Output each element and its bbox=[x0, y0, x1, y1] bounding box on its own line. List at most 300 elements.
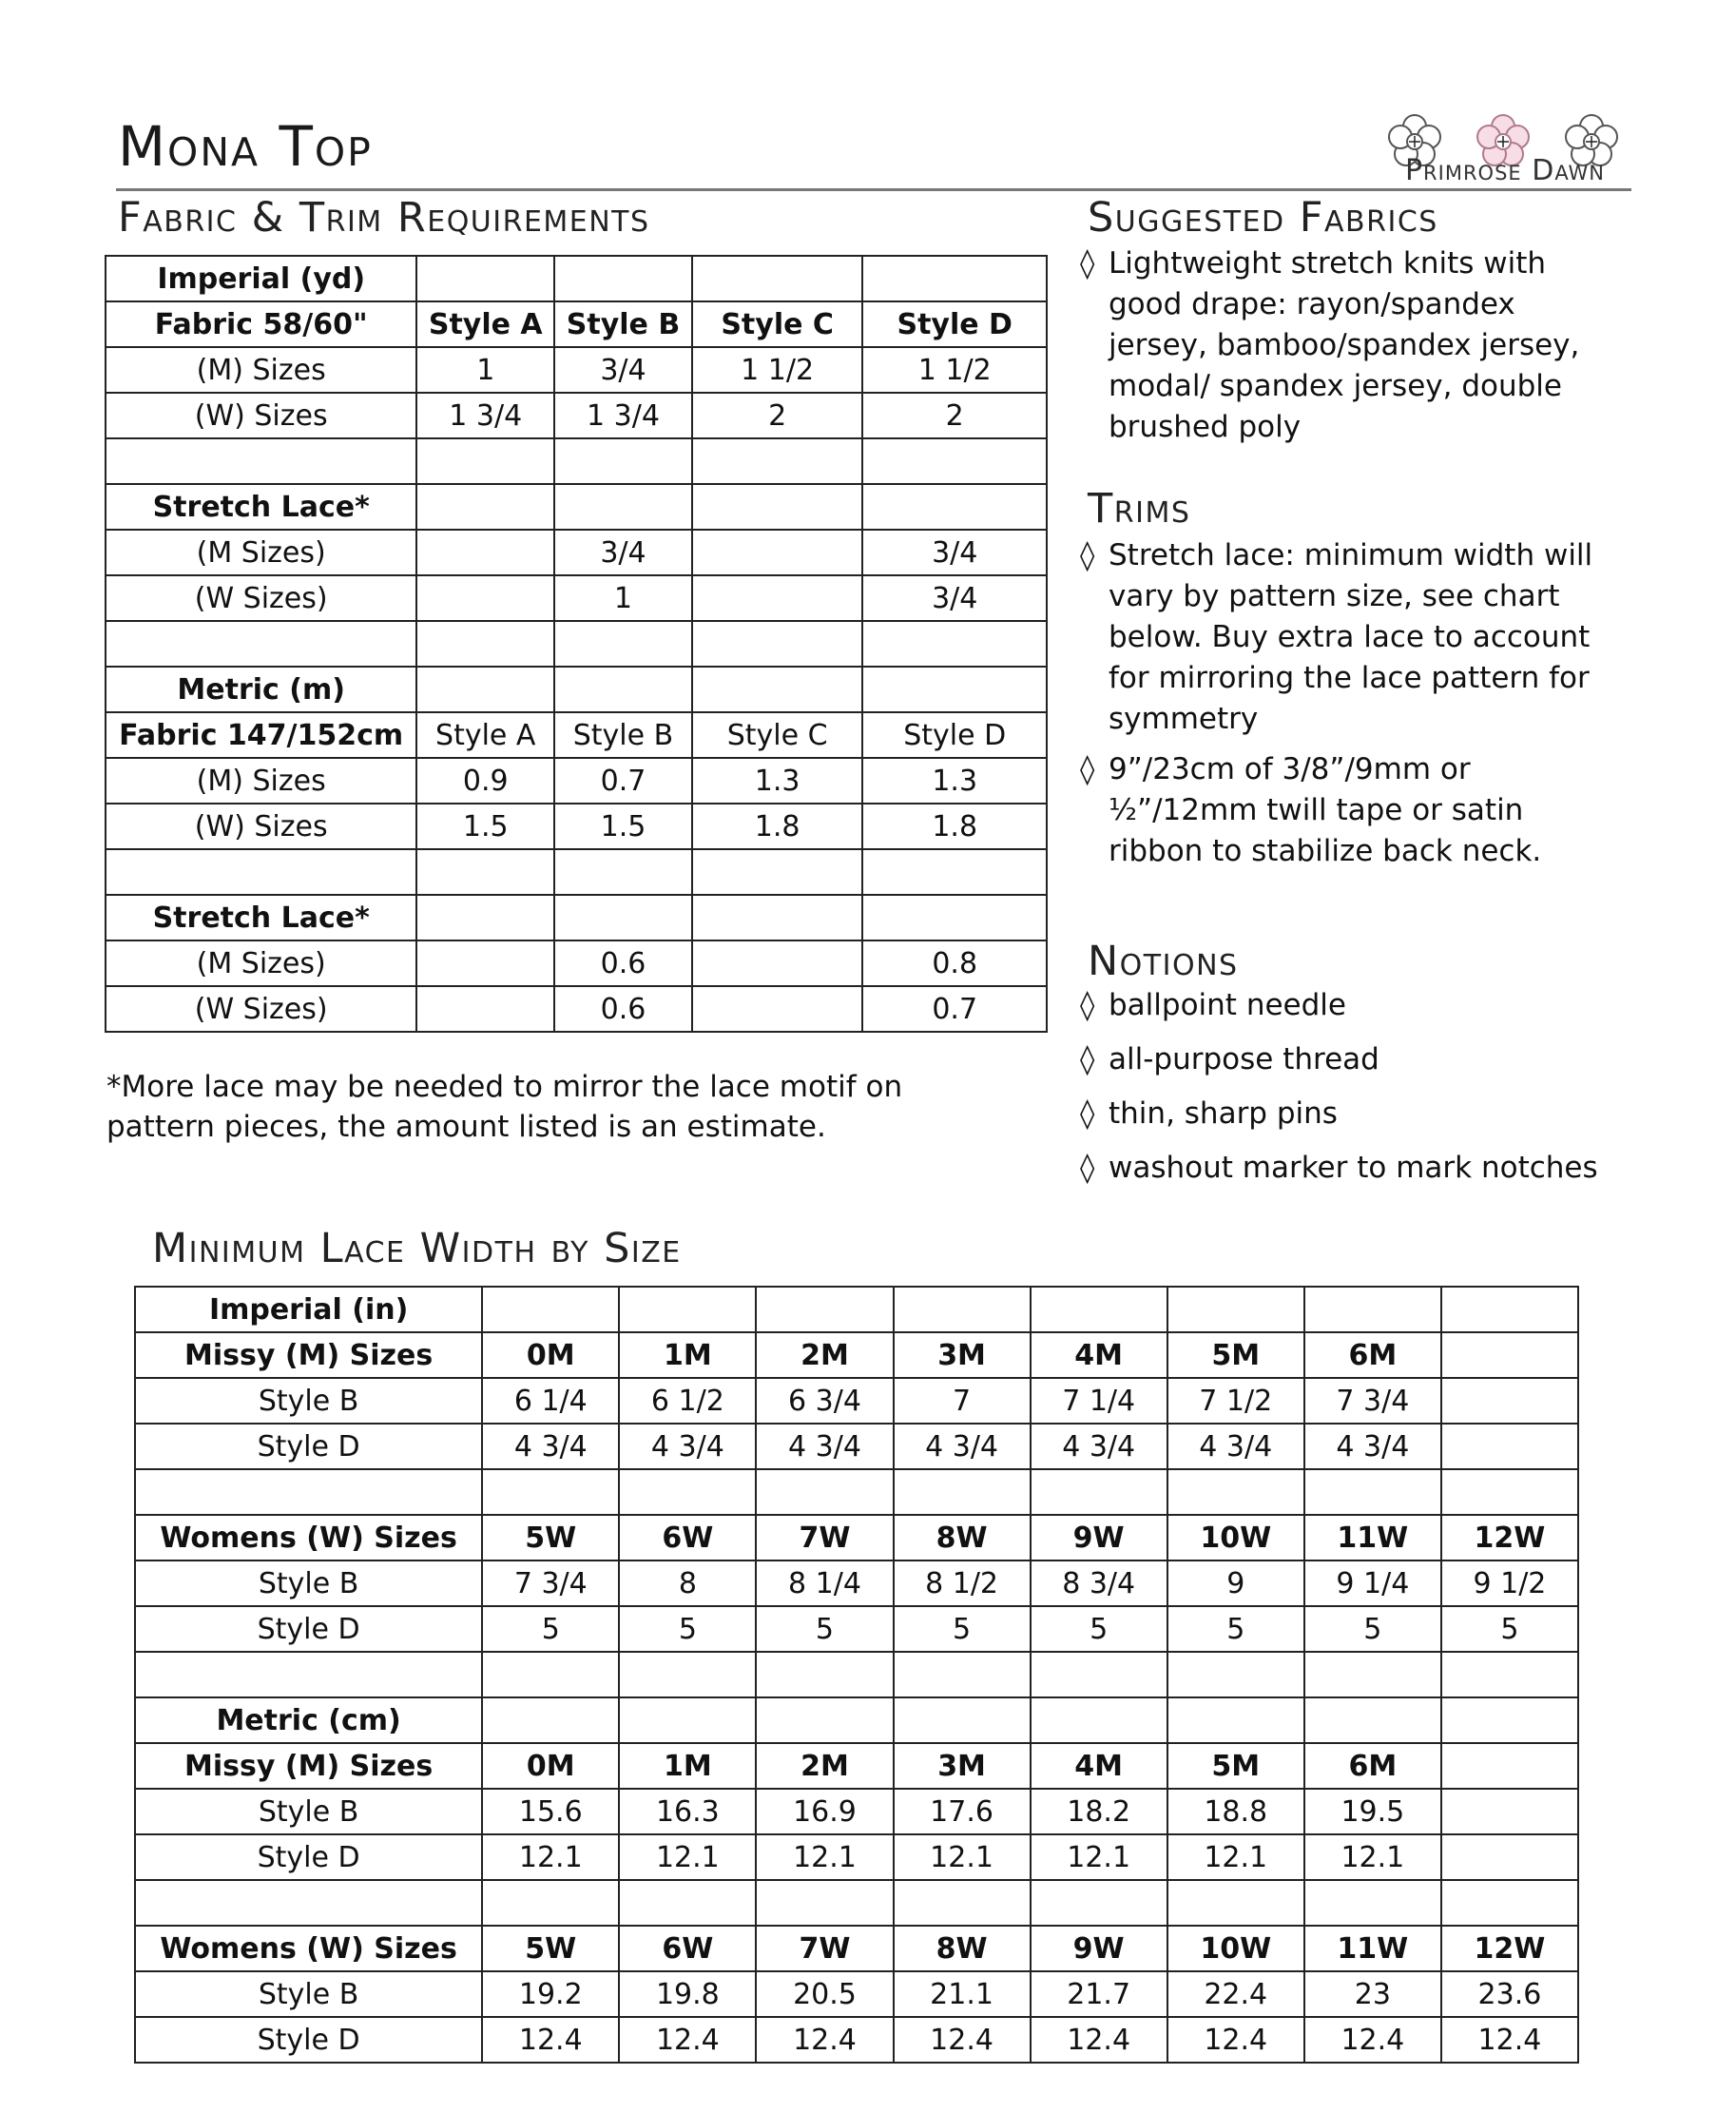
table-cell: 0.7 bbox=[554, 758, 692, 804]
table-cell: 6 1/4 bbox=[482, 1378, 619, 1424]
table-cell: 5 bbox=[619, 1606, 756, 1652]
notions-heading: Notions bbox=[1088, 938, 1239, 985]
table-row bbox=[135, 1880, 1578, 1926]
table-cell: 19.2 bbox=[482, 1971, 619, 2017]
table-cell bbox=[554, 667, 692, 712]
table-cell: Style D bbox=[135, 1424, 482, 1469]
table-cell bbox=[894, 1697, 1031, 1743]
table-cell: 9W bbox=[1031, 1926, 1167, 1971]
table-cell bbox=[1441, 1287, 1578, 1332]
table-cell bbox=[619, 1880, 756, 1926]
table-cell: 6 3/4 bbox=[756, 1378, 893, 1424]
table-row bbox=[106, 895, 1047, 940]
table-cell: 4M bbox=[1031, 1332, 1167, 1378]
table-cell: 3/4 bbox=[554, 347, 692, 393]
table-cell: 1.3 bbox=[862, 758, 1047, 804]
table-cell: 1 3/4 bbox=[416, 393, 554, 438]
table-cell bbox=[862, 667, 1047, 712]
table-cell: Style B bbox=[135, 1789, 482, 1834]
table-cell: Style D bbox=[135, 1834, 482, 1880]
table-row bbox=[106, 393, 1047, 438]
table-cell: Style D bbox=[135, 2017, 482, 2063]
table-cell: 1.5 bbox=[554, 804, 692, 849]
trims-list bbox=[1080, 535, 1622, 882]
table-cell: Style B bbox=[135, 1561, 482, 1606]
table-cell bbox=[554, 256, 692, 301]
table-cell: 1.5 bbox=[416, 804, 554, 849]
diamond-bullet-icon: ◊ bbox=[1080, 538, 1095, 572]
table-cell: 6M bbox=[1304, 1332, 1441, 1378]
table-cell bbox=[619, 1652, 756, 1697]
table-cell: 0.6 bbox=[554, 940, 692, 986]
table-cell: Womens (W) Sizes bbox=[135, 1515, 482, 1561]
table-cell bbox=[1167, 1652, 1304, 1697]
table-cell bbox=[756, 1469, 893, 1515]
table-cell bbox=[1031, 1469, 1167, 1515]
table-cell: 7 1/2 bbox=[1167, 1378, 1304, 1424]
table-cell: 5W bbox=[482, 1515, 619, 1561]
table-cell bbox=[756, 1880, 893, 1926]
lace-footnote: *More lace may be needed to mirror the lace motif on pattern pieces, the amount listed is an estimate. bbox=[106, 1070, 903, 1144]
table-cell bbox=[692, 438, 863, 484]
table-cell bbox=[1441, 1652, 1578, 1697]
table-cell bbox=[1304, 1880, 1441, 1926]
table-cell: 8 1/2 bbox=[894, 1561, 1031, 1606]
table-cell: 22.4 bbox=[1167, 1971, 1304, 2017]
table-cell: 0.8 bbox=[862, 940, 1047, 986]
diamond-bullet-icon: ◊ bbox=[1080, 1151, 1095, 1185]
table-cell bbox=[1441, 1880, 1578, 1926]
table-row bbox=[135, 1834, 1578, 1880]
table-row bbox=[106, 849, 1047, 895]
trim-item bbox=[1080, 749, 1622, 872]
table-cell: 11W bbox=[1304, 1515, 1441, 1561]
table-row bbox=[106, 940, 1047, 986]
table-cell: 1 bbox=[416, 347, 554, 393]
table-cell bbox=[416, 484, 554, 530]
table-row bbox=[106, 256, 1047, 301]
table-row bbox=[135, 1652, 1578, 1697]
table-cell: 3M bbox=[894, 1743, 1031, 1789]
table-row bbox=[135, 1424, 1578, 1469]
trim-item bbox=[1080, 535, 1622, 740]
table-cell: 21.1 bbox=[894, 1971, 1031, 2017]
table-cell: 12.1 bbox=[756, 1834, 893, 1880]
table-cell bbox=[554, 484, 692, 530]
table-cell: 0.7 bbox=[862, 986, 1047, 1032]
table-cell: 12.1 bbox=[894, 1834, 1031, 1880]
table-cell: 1 1/2 bbox=[862, 347, 1047, 393]
diamond-bullet-icon: ◊ bbox=[1080, 1096, 1095, 1131]
table-cell: Imperial (yd) bbox=[106, 256, 416, 301]
table-cell bbox=[692, 575, 863, 621]
table-cell: Style C bbox=[692, 301, 863, 347]
table-cell bbox=[106, 621, 416, 667]
table-cell: Fabric 147/152cm bbox=[106, 712, 416, 758]
table-cell: (M) Sizes bbox=[106, 347, 416, 393]
table-cell bbox=[554, 621, 692, 667]
table-cell: 1M bbox=[619, 1743, 756, 1789]
table-cell: 0M bbox=[482, 1332, 619, 1378]
table-cell: 18.8 bbox=[1167, 1789, 1304, 1834]
table-cell bbox=[1441, 1743, 1578, 1789]
table-cell: 23 bbox=[1304, 1971, 1441, 2017]
table-cell: 2 bbox=[692, 393, 863, 438]
brand-name: Primrose Dawn bbox=[1404, 154, 1606, 187]
list-item-text: washout marker to mark notches bbox=[1109, 1151, 1598, 1185]
table-row bbox=[135, 1515, 1578, 1561]
table-cell: 7 1/4 bbox=[1031, 1378, 1167, 1424]
table-cell: 4 3/4 bbox=[482, 1424, 619, 1469]
table-cell: 12.4 bbox=[756, 2017, 893, 2063]
table-cell bbox=[1031, 1880, 1167, 1926]
table-cell: Style D bbox=[862, 712, 1047, 758]
table-cell bbox=[416, 940, 554, 986]
table-cell bbox=[416, 849, 554, 895]
table-cell: 17.6 bbox=[894, 1789, 1031, 1834]
table-row bbox=[135, 1469, 1578, 1515]
table-cell bbox=[1031, 1697, 1167, 1743]
table-cell bbox=[1441, 1789, 1578, 1834]
table-cell: Style D bbox=[862, 301, 1047, 347]
table-cell: 8 bbox=[619, 1561, 756, 1606]
table-cell: Style B bbox=[135, 1378, 482, 1424]
table-row bbox=[135, 1697, 1578, 1743]
table-row bbox=[106, 530, 1047, 575]
table-cell: 12.4 bbox=[1304, 2017, 1441, 2063]
table-cell: 12.4 bbox=[1167, 2017, 1304, 2063]
table-row bbox=[135, 1743, 1578, 1789]
table-cell bbox=[1441, 1332, 1578, 1378]
table-cell: Stretch Lace* bbox=[106, 484, 416, 530]
table-cell: Style A bbox=[416, 712, 554, 758]
table-cell: Style C bbox=[692, 712, 863, 758]
table-cell: 4 3/4 bbox=[1304, 1424, 1441, 1469]
table-cell bbox=[1441, 1469, 1578, 1515]
table-row bbox=[135, 1606, 1578, 1652]
table-cell: (W Sizes) bbox=[106, 986, 416, 1032]
table-row bbox=[106, 758, 1047, 804]
notions-list bbox=[1080, 985, 1622, 1202]
notion-item bbox=[1080, 1039, 1622, 1080]
table-cell bbox=[106, 849, 416, 895]
table-cell: 16.9 bbox=[756, 1789, 893, 1834]
table-cell: 23.6 bbox=[1441, 1971, 1578, 2017]
table-cell bbox=[1441, 1834, 1578, 1880]
table-cell: 0.6 bbox=[554, 986, 692, 1032]
table-cell: 5 bbox=[1441, 1606, 1578, 1652]
table-cell: 5 bbox=[894, 1606, 1031, 1652]
table-cell: 12.1 bbox=[1031, 1834, 1167, 1880]
table-cell bbox=[756, 1652, 893, 1697]
table-cell: 5M bbox=[1167, 1743, 1304, 1789]
table-cell bbox=[862, 438, 1047, 484]
table-cell bbox=[692, 986, 863, 1032]
table-cell: 18.2 bbox=[1031, 1789, 1167, 1834]
diamond-bullet-icon: ◊ bbox=[1080, 1042, 1095, 1076]
table-cell: Style A bbox=[416, 301, 554, 347]
table-cell: Style B bbox=[135, 1971, 482, 2017]
table-cell: 12.1 bbox=[1167, 1834, 1304, 1880]
table-cell bbox=[692, 256, 863, 301]
list-item-text: Stretch lace: minimum width will vary by pattern size, see chart below. Buy extra lace to account for mirroring the lace pattern for symmetry bbox=[1109, 538, 1593, 736]
table-cell: Metric (cm) bbox=[135, 1697, 482, 1743]
table-cell bbox=[894, 1880, 1031, 1926]
table-cell: 8W bbox=[894, 1926, 1031, 1971]
table-cell bbox=[1031, 1287, 1167, 1332]
table-cell bbox=[692, 530, 863, 575]
table-cell: 12.4 bbox=[482, 2017, 619, 2063]
table-cell bbox=[1167, 1287, 1304, 1332]
table-row bbox=[135, 1561, 1578, 1606]
table-cell bbox=[135, 1880, 482, 1926]
table-row bbox=[135, 2017, 1578, 2063]
table-cell bbox=[482, 1652, 619, 1697]
table-row bbox=[135, 1789, 1578, 1834]
table-cell bbox=[416, 621, 554, 667]
table-cell: 3/4 bbox=[554, 530, 692, 575]
table-cell: 12.4 bbox=[1441, 2017, 1578, 2063]
table-row bbox=[106, 484, 1047, 530]
list-item-text: 9”/23cm of 3/8”/9mm or ½”/12mm twill tape or satin ribbon to stabilize back neck. bbox=[1109, 752, 1542, 868]
table-cell: 12W bbox=[1441, 1926, 1578, 1971]
notion-item bbox=[1080, 1094, 1622, 1134]
table-cell: 6 1/2 bbox=[619, 1378, 756, 1424]
table-cell: 5 bbox=[1167, 1606, 1304, 1652]
table-row bbox=[106, 575, 1047, 621]
table-cell bbox=[862, 621, 1047, 667]
lace-width-table bbox=[134, 1286, 1579, 2064]
table-cell: Style D bbox=[135, 1606, 482, 1652]
table-cell bbox=[692, 621, 863, 667]
table-cell bbox=[1304, 1469, 1441, 1515]
table-cell bbox=[1167, 1697, 1304, 1743]
table-cell: 5 bbox=[756, 1606, 893, 1652]
table-cell: 9W bbox=[1031, 1515, 1167, 1561]
table-cell: 19.8 bbox=[619, 1971, 756, 2017]
table-cell: 8 1/4 bbox=[756, 1561, 893, 1606]
table-cell: 5 bbox=[482, 1606, 619, 1652]
table-cell: (M) Sizes bbox=[106, 758, 416, 804]
table-cell bbox=[1031, 1652, 1167, 1697]
table-cell bbox=[692, 849, 863, 895]
table-cell bbox=[416, 575, 554, 621]
suggested-fabrics-heading: Suggested Fabrics bbox=[1088, 194, 1438, 242]
table-cell: 4 3/4 bbox=[756, 1424, 893, 1469]
table-cell bbox=[692, 895, 863, 940]
table-cell bbox=[1167, 1880, 1304, 1926]
table-cell: 12.4 bbox=[1031, 2017, 1167, 2063]
fabric-trim-heading: Fabric & Trim Requirements bbox=[118, 194, 650, 242]
table-cell: Style B bbox=[554, 712, 692, 758]
table-cell bbox=[416, 438, 554, 484]
table-cell: 4 3/4 bbox=[1167, 1424, 1304, 1469]
table-cell bbox=[692, 667, 863, 712]
table-cell: 4 3/4 bbox=[619, 1424, 756, 1469]
fabric-requirements-table bbox=[105, 255, 1048, 1033]
table-cell bbox=[135, 1652, 482, 1697]
table-cell: 10W bbox=[1167, 1926, 1304, 1971]
table-cell: 1M bbox=[619, 1332, 756, 1378]
list-item-text: ballpoint needle bbox=[1109, 988, 1346, 1022]
table-row bbox=[106, 667, 1047, 712]
table-cell: 0.9 bbox=[416, 758, 554, 804]
table-cell bbox=[482, 1287, 619, 1332]
table-cell: Fabric 58/60" bbox=[106, 301, 416, 347]
table-cell: Style B bbox=[554, 301, 692, 347]
table-cell: 20.5 bbox=[756, 1971, 893, 2017]
notion-item bbox=[1080, 985, 1622, 1026]
table-cell bbox=[482, 1697, 619, 1743]
table-cell bbox=[894, 1469, 1031, 1515]
table-cell bbox=[1304, 1697, 1441, 1743]
table-row bbox=[106, 804, 1047, 849]
suggested-fabrics-list bbox=[1080, 243, 1622, 448]
table-cell bbox=[692, 484, 863, 530]
table-cell: 7W bbox=[756, 1515, 893, 1561]
table-cell: 7 3/4 bbox=[1304, 1378, 1441, 1424]
table-cell: 7 3/4 bbox=[482, 1561, 619, 1606]
diamond-bullet-icon: ◊ bbox=[1080, 246, 1095, 281]
notion-item bbox=[1080, 1148, 1622, 1189]
table-cell bbox=[862, 849, 1047, 895]
table-cell bbox=[619, 1287, 756, 1332]
table-cell: (W) Sizes bbox=[106, 804, 416, 849]
table-cell bbox=[416, 530, 554, 575]
table-cell: 6W bbox=[619, 1515, 756, 1561]
table-cell bbox=[135, 1469, 482, 1515]
table-cell: 1.3 bbox=[692, 758, 863, 804]
table-cell: 4M bbox=[1031, 1743, 1167, 1789]
table-cell: 11W bbox=[1304, 1926, 1441, 1971]
header-divider bbox=[116, 188, 1631, 191]
table-cell: Imperial (in) bbox=[135, 1287, 482, 1332]
table-cell: Missy (M) Sizes bbox=[135, 1332, 482, 1378]
table-cell: (W Sizes) bbox=[106, 575, 416, 621]
table-cell: 3/4 bbox=[862, 530, 1047, 575]
table-cell: 12.1 bbox=[1304, 1834, 1441, 1880]
table-cell bbox=[1304, 1287, 1441, 1332]
table-row bbox=[106, 712, 1047, 758]
table-cell bbox=[416, 256, 554, 301]
table-row bbox=[135, 1332, 1578, 1378]
table-cell: Stretch Lace* bbox=[106, 895, 416, 940]
table-cell bbox=[619, 1469, 756, 1515]
table-cell: (M Sizes) bbox=[106, 940, 416, 986]
table-cell: 8W bbox=[894, 1515, 1031, 1561]
table-cell bbox=[756, 1287, 893, 1332]
table-cell bbox=[862, 256, 1047, 301]
table-cell bbox=[554, 895, 692, 940]
table-cell: 2 bbox=[862, 393, 1047, 438]
table-cell: (W) Sizes bbox=[106, 393, 416, 438]
table-cell: 12.4 bbox=[619, 2017, 756, 2063]
list-item-text: Lightweight stretch knits with good drape: rayon/spandex jersey, bamboo/spandex jersey, modal/ spandex jersey, double brushed poly bbox=[1109, 246, 1580, 444]
fabric-item bbox=[1080, 243, 1622, 448]
list-item-text: thin, sharp pins bbox=[1109, 1096, 1338, 1131]
table-cell bbox=[756, 1697, 893, 1743]
table-cell: 5W bbox=[482, 1926, 619, 1971]
table-cell: 5 bbox=[1031, 1606, 1167, 1652]
table-cell bbox=[1304, 1652, 1441, 1697]
table-cell bbox=[416, 667, 554, 712]
table-row bbox=[106, 986, 1047, 1032]
table-cell: 12.1 bbox=[482, 1834, 619, 1880]
table-cell bbox=[862, 895, 1047, 940]
table-row bbox=[106, 621, 1047, 667]
table-cell bbox=[416, 895, 554, 940]
lace-width-heading: Minimum Lace Width by Size bbox=[152, 1225, 682, 1272]
table-row bbox=[135, 1378, 1578, 1424]
list-item-text: all-purpose thread bbox=[1109, 1042, 1379, 1076]
table-cell: 12.1 bbox=[619, 1834, 756, 1880]
table-cell bbox=[1441, 1378, 1578, 1424]
table-cell: 3/4 bbox=[862, 575, 1047, 621]
table-row bbox=[106, 301, 1047, 347]
diamond-bullet-icon: ◊ bbox=[1080, 752, 1095, 786]
table-cell bbox=[106, 438, 416, 484]
table-cell: (M Sizes) bbox=[106, 530, 416, 575]
table-cell: 1 bbox=[554, 575, 692, 621]
diamond-bullet-icon: ◊ bbox=[1080, 988, 1095, 1022]
table-cell: 5M bbox=[1167, 1332, 1304, 1378]
table-cell: 0M bbox=[482, 1743, 619, 1789]
table-cell: 7W bbox=[756, 1926, 893, 1971]
table-row bbox=[106, 438, 1047, 484]
table-cell bbox=[416, 986, 554, 1032]
table-cell: 1 3/4 bbox=[554, 393, 692, 438]
table-cell: Metric (m) bbox=[106, 667, 416, 712]
table-cell: 4 3/4 bbox=[1031, 1424, 1167, 1469]
table-cell: 1.8 bbox=[692, 804, 863, 849]
table-cell bbox=[1441, 1424, 1578, 1469]
table-cell: Womens (W) Sizes bbox=[135, 1926, 482, 1971]
table-cell: 3M bbox=[894, 1332, 1031, 1378]
page-title: Mona Top bbox=[118, 114, 373, 179]
table-cell: 10W bbox=[1167, 1515, 1304, 1561]
table-cell: 5 bbox=[1304, 1606, 1441, 1652]
table-row bbox=[106, 347, 1047, 393]
table-cell: 9 1/2 bbox=[1441, 1561, 1578, 1606]
table-cell: Missy (M) Sizes bbox=[135, 1743, 482, 1789]
table-cell bbox=[619, 1697, 756, 1743]
table-cell bbox=[894, 1652, 1031, 1697]
table-cell bbox=[554, 849, 692, 895]
table-cell: 4 3/4 bbox=[894, 1424, 1031, 1469]
table-row bbox=[135, 1971, 1578, 2017]
table-cell: 12W bbox=[1441, 1515, 1578, 1561]
table-cell bbox=[862, 484, 1047, 530]
table-row bbox=[135, 1287, 1578, 1332]
table-cell bbox=[554, 438, 692, 484]
table-cell: 6W bbox=[619, 1926, 756, 1971]
table-cell bbox=[482, 1880, 619, 1926]
table-cell: 9 bbox=[1167, 1561, 1304, 1606]
table-cell: 15.6 bbox=[482, 1789, 619, 1834]
table-cell: 19.5 bbox=[1304, 1789, 1441, 1834]
table-row bbox=[135, 1926, 1578, 1971]
table-cell: 12.4 bbox=[894, 2017, 1031, 2063]
table-cell bbox=[1441, 1697, 1578, 1743]
table-cell: 2M bbox=[756, 1743, 893, 1789]
trims-heading: Trims bbox=[1088, 485, 1191, 533]
table-cell: 1 1/2 bbox=[692, 347, 863, 393]
table-cell bbox=[1167, 1469, 1304, 1515]
table-cell bbox=[482, 1469, 619, 1515]
table-cell bbox=[692, 940, 863, 986]
table-cell bbox=[894, 1287, 1031, 1332]
table-cell: 6M bbox=[1304, 1743, 1441, 1789]
